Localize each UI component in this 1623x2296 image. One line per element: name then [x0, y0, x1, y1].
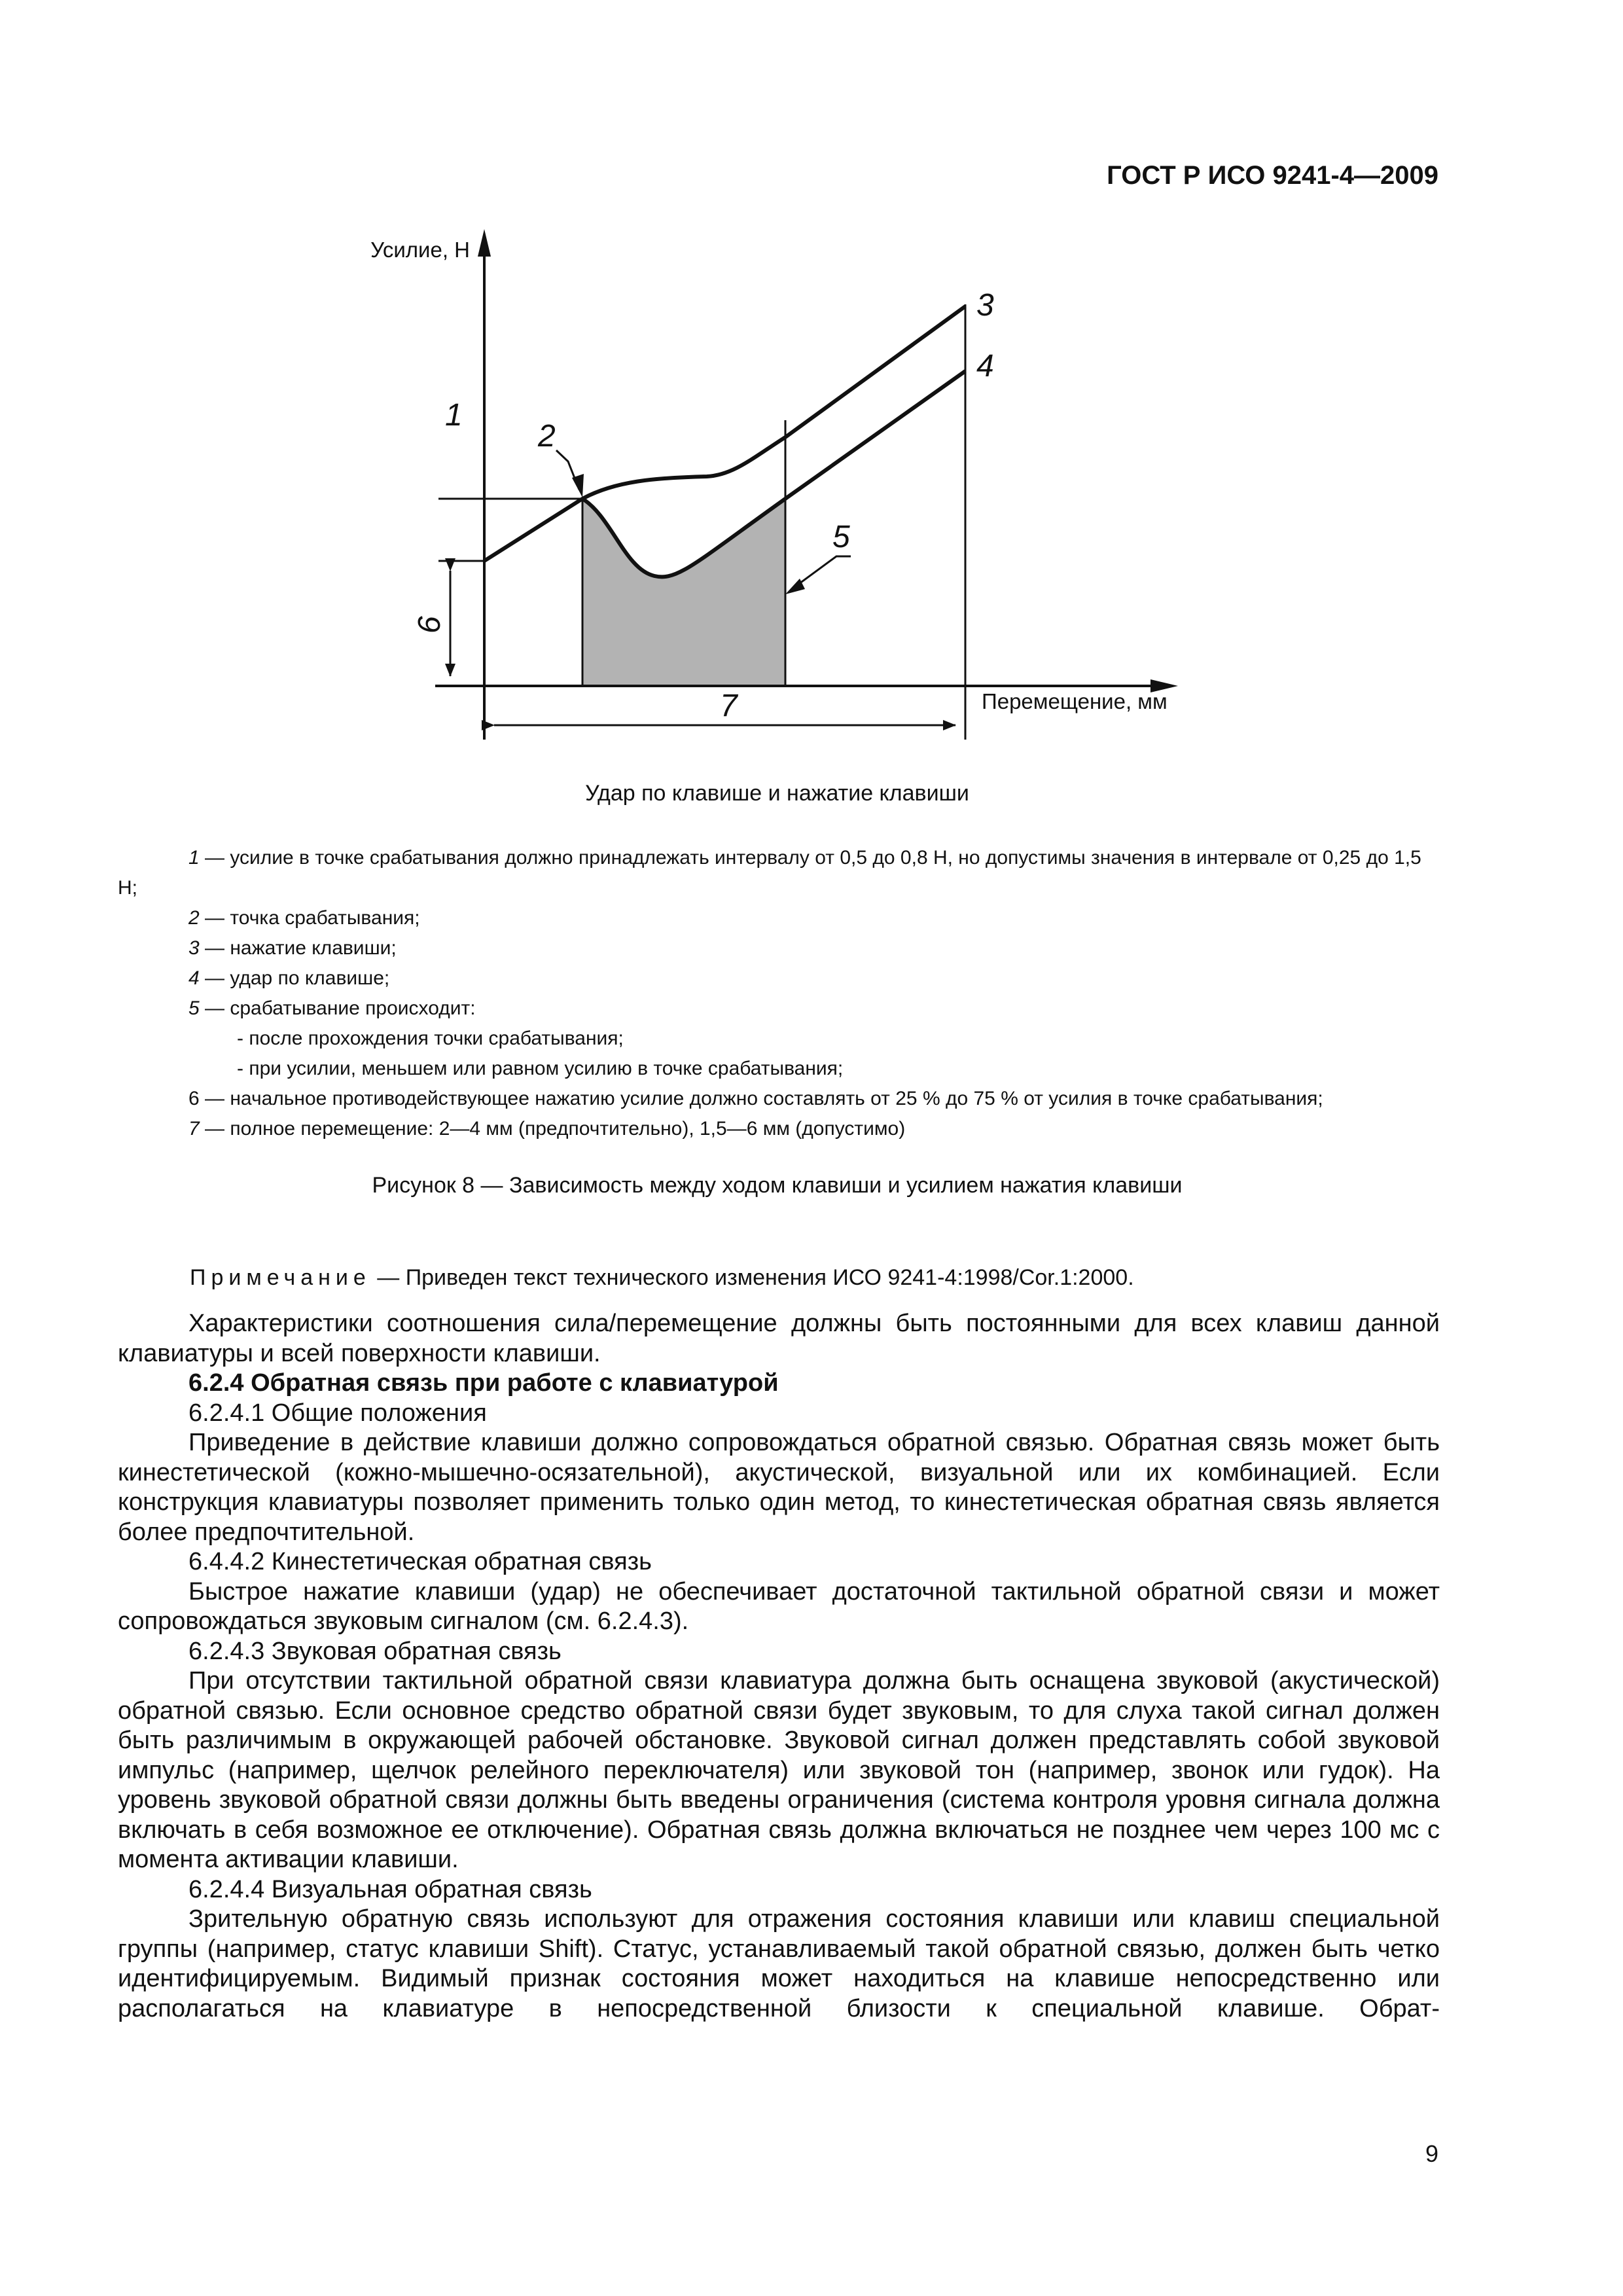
legend-item: 4 — удар по клавише;	[188, 967, 390, 989]
callout-6: 6	[412, 616, 447, 634]
callout-5: 5	[832, 520, 850, 554]
paragraph: Характеристики соотношения сила/перемещение должны быть постоянными для всех клавиш данной клавиатуры и всей поверхности клавиши.	[118, 1310, 1440, 1367]
subsection-heading: 6.4.4.2 Кинестетическая обратная связь	[188, 1548, 652, 1575]
leader-2-arrow	[572, 474, 584, 497]
legend-item: 5 — срабатывание происходит:	[188, 997, 476, 1019]
body-text	[118, 1309, 1440, 2024]
callout-1: 1	[445, 398, 463, 433]
paragraph: Приведение в действие клавиши должно сопровождаться обратной связью. Обратная связь может быть кинестетической (кожно-мышечно-осязательной), акустической, визуальной или их комбинацией. Если конструкция клавиатуры позволяет применить только один метод, то кинестетическая обратная связь является более предпочтительной.	[118, 1429, 1440, 1546]
subsection-heading: 6.2.4.3 Звуковая обратная связь	[188, 1637, 562, 1665]
legend-item: 3 — нажатие клавиши;	[188, 937, 397, 959]
callout-2: 2	[538, 419, 556, 454]
legend-item: 2 — точка срабатывания;	[188, 907, 420, 929]
callout-4: 4	[976, 349, 994, 384]
subsection-heading: 6.2.4.4 Визуальная обратная связь	[188, 1875, 592, 1903]
legend-item: 6 — начальное противодействующее нажатию усилие должно составлять от 25 % до 75 % от усилия в точке срабатывания;	[188, 1088, 1323, 1109]
figure-legend	[118, 843, 1440, 1144]
note-text: — Приведен текст технического изменения ИСО 9241-4:1998/Cor.1:2000.	[370, 1265, 1134, 1290]
figure-caption: Удар по клавише и нажатие клавиши	[585, 781, 969, 806]
y-axis-arrow	[478, 229, 491, 257]
section-heading: 6.2.4 Обратная связь при работе с клавиатурой	[188, 1369, 779, 1397]
actuation-region	[582, 499, 785, 686]
callout-7: 7	[720, 689, 738, 723]
figure-title: Рисунок 8 — Зависимость между ходом клавиши и усилием нажатия клавиши	[372, 1173, 1183, 1198]
paragraph: Быстрое нажатие клавиши (удар) не обеспечивает достаточной тактильной обратной связи и может сопровождаться звуковым сигналом (см. 6.2.4.3).	[118, 1577, 1440, 1635]
paragraph: Зрительную обратную связь используют для отражения состояния клавиши или клавиш специальной группы (например, статус клавиши Shift). Статус, устанавливаемый такой обратной связью, должен быть четко идентифицируемым. Видимый признак состояния может находиться на клавише непосредственно или располагаться на клавиатуре в непосредственной близости к специальной клавише. Обрат-	[118, 1905, 1440, 2022]
legend-item: 7 — полное перемещение: 2—4 мм (предпочтительно), 1,5—6 мм (допустимо)	[188, 1118, 906, 1139]
legend-subitem: - после прохождения точки срабатывания;	[237, 1028, 624, 1049]
document-code: ГОСТ Р ИСО 9241-4—2009	[1107, 161, 1438, 190]
legend-subitem: - при усилии, меньшем или равном усилию в точке срабатывания;	[237, 1058, 844, 1079]
page-number: 9	[1425, 2140, 1438, 2167]
y-axis-label: Усилие, Н	[370, 238, 470, 262]
paragraph: При отсутствии тактильной обратной связи клавиатура должна быть оснащена звуковой (акустической) обратной связью. Если основное средство обратной связи будет звуковым, то для слуха такой сигнал должен быть различимым в окружающей рабочей обстановке. Звуковой сигнал должен представлять собой звуковой импульс (например, щелчок релейного переключателя) или звуковой тон (например, звонок или гудок). На уровень звуковой обратной связи должны быть введены ограничения (система контроля уровня сигнала должна включать в себя возможное ее отключение). Обратная связь должна включаться не позднее чем через 100 мс с момента активации клавиши.	[118, 1667, 1440, 1873]
subsection-heading: 6.2.4.1 Общие положения	[188, 1399, 487, 1427]
legend-item: 1 — усилие в точке срабатывания должно принадлежать интервалу от 0,5 до 0,8 Н, но допустимы значения в интервале от 0,25 до 1,5 Н;	[118, 847, 1421, 899]
callout-3: 3	[976, 288, 994, 323]
x-axis-label: Перемещение, мм	[982, 689, 1168, 713]
note	[190, 1265, 1134, 1291]
force-travel-figure	[0, 0, 1623, 772]
curve-3-key-press	[484, 306, 965, 561]
note-label: Примечание	[190, 1265, 371, 1290]
